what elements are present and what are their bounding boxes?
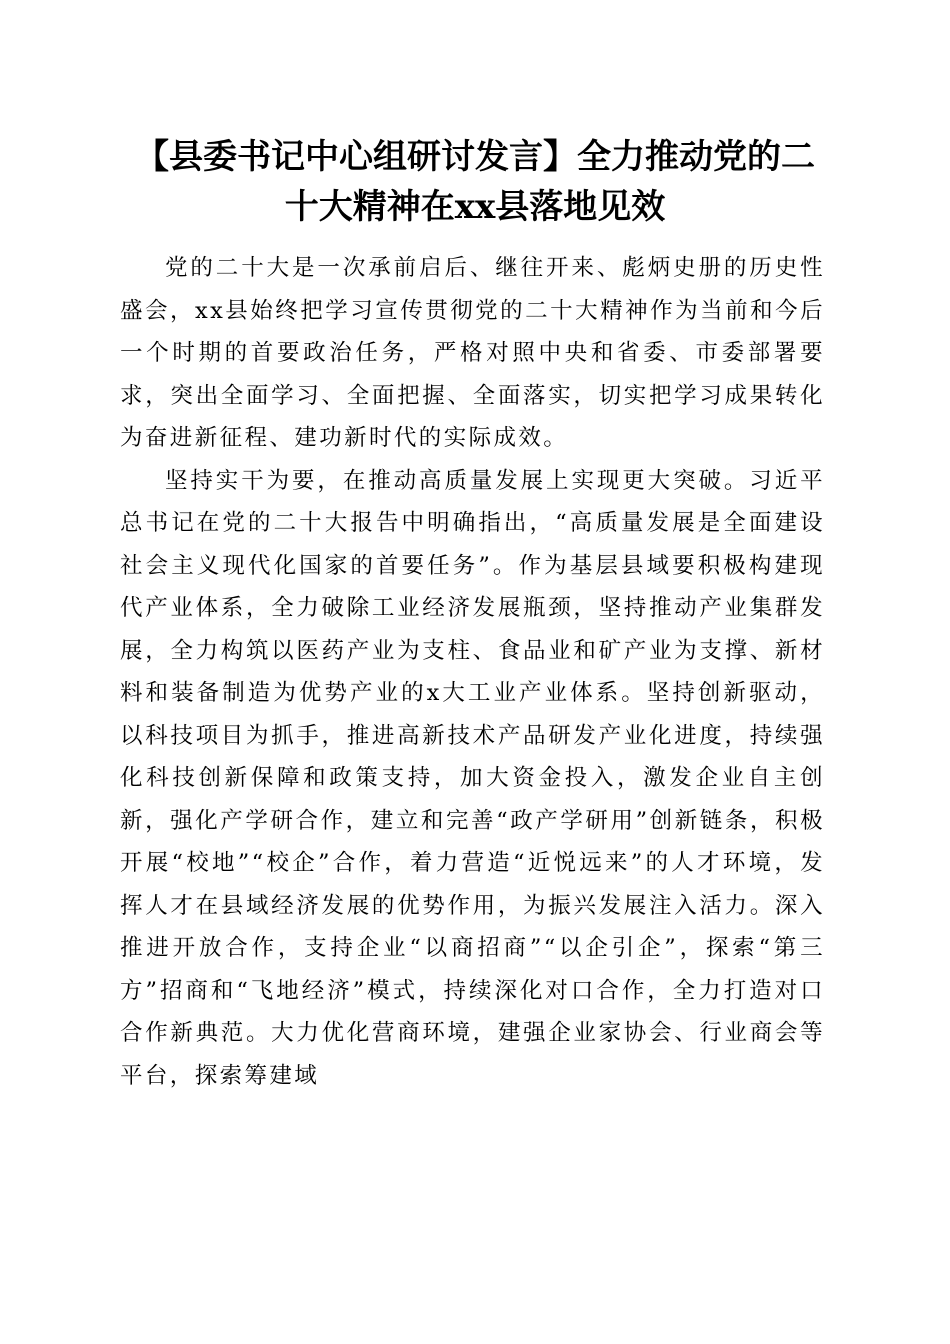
paragraph-intro: 党的二十大是一次承前启后、继往开来、彪炳史册的历史性盛会，xx县始终把学习宣传贯彻党的二十大精神作为当前和今后一个时期的首要政治任务，严格对照中央和省委、市委部署要求，突出全面学习、全面把握、全面落实，切实把学习成果转化为奋进新征程、建功新时代的实际成效。 bbox=[120, 255, 825, 451]
title-line-1: 【县委书记中心组研讨发言】全力推动党的二 bbox=[135, 137, 815, 177]
title-line-2: 十大精神在xx县落地见效 bbox=[284, 187, 666, 227]
document-title bbox=[110, 132, 840, 232]
paragraph-high-quality-development: 坚持实干为要，在推动高质量发展上实现更大突破。习近平总书记在党的二十大报告中明确指出，“高质量发展是全面建设社会主义现代化国家的首要任务”。作为基层县域要积极构建现代产业体系，全力破除工业经济发展瓶颈，坚持推动产业集群发展，全力构筑以医药产业为支柱、食品业和矿产业为支撑、新材料和装备制造为优势产业的x大工业产业体系。坚持创新驱动，以科技项目为抓手，推进高新技术产品研发产业化进度，持续强化科技创新保障和政策支持，加大资金投入，激发企业自主创新，强化产学研合作，建立和完善“政产学研用”创新链条，积极开展“校地”“校企”合作，着力营造“近悦远来”的人才环境，发挥人才在县域经济发展的优势作用，为振兴发展注入活力。深入推进开放合作，支持企业“以商招商”“以企引企”，探索“第三方”招商和“飞地经济”模式，持续深化对口合作，全力打造对口合作新典范。大力优化营商环境，建强企业家协会、行业商会等平台，探索筹建域 bbox=[120, 467, 825, 1089]
document-body bbox=[120, 247, 825, 1097]
